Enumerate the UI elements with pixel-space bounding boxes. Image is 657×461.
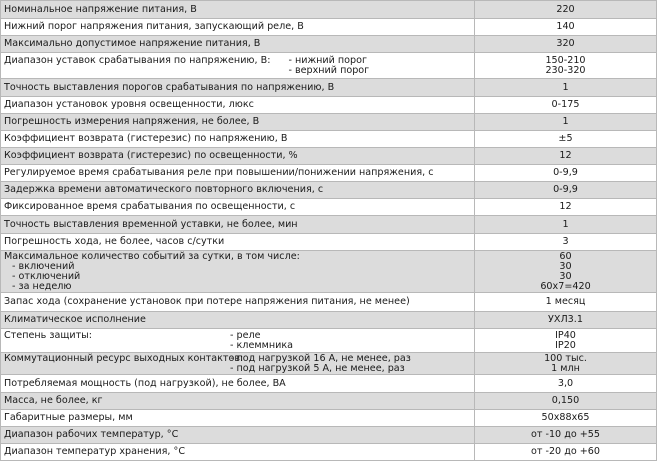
row-sub-value: 30 (559, 260, 572, 272)
row-sub-value: 150-210 (545, 54, 586, 66)
table-row (1, 216, 657, 234)
row-label: Климатическое исполнение (1, 312, 475, 329)
row-label (1, 53, 475, 79)
row-label: Потребляемая мощность (под нагрузкой), не более, ВА (1, 375, 475, 393)
row-sub-value: 1 млн (551, 362, 580, 374)
table-row (1, 19, 657, 36)
table-row (1, 199, 657, 216)
table-row (1, 148, 657, 165)
row-label-main: Диапазон уставок срабатывания по напряжению, В: (4, 54, 271, 66)
row-value: 12 (475, 148, 657, 165)
table-row (1, 114, 657, 131)
table-row (1, 375, 657, 393)
row-sub-label: - клеммника (230, 339, 293, 351)
row-label: Погрешность хода, не более, часов с/сутки (1, 234, 475, 251)
row-value: 1 (475, 79, 657, 97)
table-row (1, 427, 657, 444)
row-label-main: Максимальное количество событий за сутки, в том числе: (4, 250, 300, 262)
row-value: ±5 (475, 131, 657, 148)
row-sub-value: 100 тыс. (544, 352, 587, 364)
row-sub-value: 30 (559, 270, 572, 282)
table-row (1, 36, 657, 53)
row-label: Погрешность измерения напряжения, не более, В (1, 114, 475, 131)
row-label: Диапазон температур хранения, °С (1, 444, 475, 461)
row-value: 220 (475, 1, 657, 19)
row-sub-value: IP20 (555, 339, 576, 351)
row-value: 3,0 (475, 375, 657, 393)
row-value: от -10 до +55 (475, 427, 657, 444)
row-label: Запас хода (сохранение установок при потере напряжения питания, не менее) (1, 293, 475, 312)
row-label: Коэффициент возврата (гистерезис) по освещенности, % (1, 148, 475, 165)
row-label: Номинальное напряжение питания, В (1, 1, 475, 19)
table-row (1, 53, 657, 79)
row-sub-value: 60x7=420 (540, 280, 591, 292)
row-value: 1 (475, 216, 657, 234)
table-row (1, 444, 657, 461)
row-sub-label: - реле (230, 329, 261, 341)
row-value: 1 месяц (475, 293, 657, 312)
table-row (1, 165, 657, 182)
table-row (1, 79, 657, 97)
table-row (1, 234, 657, 251)
row-sub-label: - под нагрузкой 16 А, не менее, раз (230, 352, 411, 364)
row-label: Задержка времени автоматического повторного включения, с (1, 182, 475, 199)
row-value: 140 (475, 19, 657, 36)
row-label (1, 353, 475, 375)
row-sub-value: 230-320 (545, 64, 586, 76)
row-value: УХЛ3.1 (475, 312, 657, 329)
row-label: Максимально допустимое напряжение питания, В (1, 36, 475, 53)
row-label: Точность выставления временной уставки, не более, мин (1, 216, 475, 234)
table-row (1, 353, 657, 375)
row-value (475, 329, 657, 353)
row-sub-value: IP40 (555, 329, 576, 341)
table-row (1, 312, 657, 329)
table-row (1, 131, 657, 148)
table-row (1, 1, 657, 19)
row-label: Диапазон рабочих температур, °С (1, 427, 475, 444)
row-sub-label: - верхний порог (288, 64, 370, 76)
row-label: Масса, не более, кг (1, 393, 475, 410)
row-sub-label: - включений (12, 260, 75, 272)
row-value: 12 (475, 199, 657, 216)
row-label: Фиксированное время срабатывания по освещенности, с (1, 199, 475, 216)
row-value: 1 (475, 114, 657, 131)
row-label: Коэффициент возврата (гистерезис) по напряжению, В (1, 131, 475, 148)
row-value: 320 (475, 36, 657, 53)
row-label: Габаритные размеры, мм (1, 410, 475, 427)
row-label: Диапазон установок уровня освещенности, люкс (1, 97, 475, 114)
row-value: 50x88x65 (475, 410, 657, 427)
row-value: 0-9,9 (475, 182, 657, 199)
row-value: 0-9,9 (475, 165, 657, 182)
row-value (475, 53, 657, 79)
row-value: 0-175 (475, 97, 657, 114)
row-value (475, 353, 657, 375)
row-value: 0,150 (475, 393, 657, 410)
table-row (1, 293, 657, 312)
row-value (475, 251, 657, 293)
row-label-main: Степень защиты: (4, 329, 92, 341)
row-label (1, 251, 475, 293)
row-sub-label: - отключений (12, 270, 81, 282)
row-value: от -20 до +60 (475, 444, 657, 461)
row-label (1, 329, 475, 353)
row-label: Точность выставления порогов срабатывания по напряжению, В (1, 79, 475, 97)
row-label: Регулируемое время срабатывания реле при повышении/понижении напряжения, с (1, 165, 475, 182)
row-value: 3 (475, 234, 657, 251)
row-sub-label: - нижний порог (288, 54, 368, 66)
row-label-main: Коммутационный ресурс выходных контактов: (4, 352, 244, 364)
table-row (1, 410, 657, 427)
table-row (1, 182, 657, 199)
table-row (1, 393, 657, 410)
row-value-main: 60 (559, 250, 572, 262)
row-sub-label: - за неделю (12, 280, 72, 292)
table-row (1, 97, 657, 114)
table-row (1, 329, 657, 353)
row-sub-label: - под нагрузкой 5 А, не менее, раз (230, 362, 405, 374)
table-row (1, 251, 657, 293)
row-label: Нижний порог напряжения питания, запускающий реле, В (1, 19, 475, 36)
